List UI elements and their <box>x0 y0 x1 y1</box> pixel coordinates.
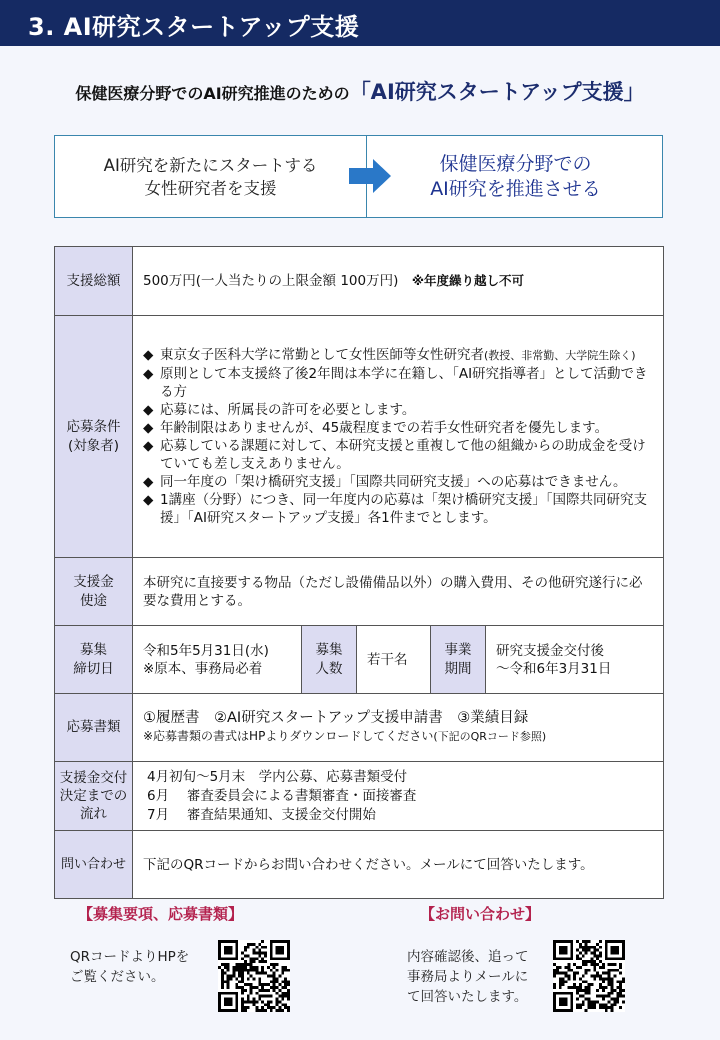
flow-source <box>55 136 367 217</box>
value-selection-flow: 4月初旬～5月末 学内公募、応募書類受付 6月 審査委員会による書類審査・面接審査 7月 審査結果通知、支援金交付開始 <box>133 762 664 831</box>
row-deadline <box>55 626 664 694</box>
section-title: 3. AI研究スタートアップ支援 <box>28 13 360 41</box>
label-total: 支援総額 <box>55 247 133 316</box>
lead-heading <box>0 76 720 106</box>
label-recruit-count: 募集 人数 <box>302 626 357 694</box>
row-selection-flow <box>55 762 664 831</box>
list-item: ◆ 年齢制限はありませんが、45歳程度までの若手女性研究者を優先します。 <box>143 420 609 436</box>
info-table <box>54 246 664 899</box>
bullet-diamond-icon: ◆ <box>143 366 154 382</box>
row-total <box>55 247 664 316</box>
label-selection-flow: 支援金交付 決定までの 流れ <box>55 762 133 831</box>
list-item: ◆ 同一年度の「架け橋研究支援」「国際共同研究支援」への応募はできません。 <box>143 474 627 490</box>
bullet-diamond-icon: ◆ <box>143 492 154 508</box>
qr-code-contact-icon[interactable] <box>553 940 625 1012</box>
value-usage: 本研究に直接要する物品（ただし設備備品以外）の購入費用、その他研究遂行に必要な費用とする。 <box>133 558 664 626</box>
qr-heading-guidelines: 【募集要項、応募書類】 <box>78 905 244 923</box>
value-recruit-count: 若干名 <box>357 626 431 694</box>
value-project-period: 研究支援金交付後 ～令和6年3月31日 <box>486 626 664 694</box>
qr-heading-contact: 【お問い合わせ】 <box>420 905 541 923</box>
conditions-list <box>133 316 664 558</box>
bullet-diamond-icon: ◆ <box>143 474 154 490</box>
flow-target <box>368 136 663 217</box>
label-deadline: 募集 締切日 <box>55 626 133 694</box>
row-documents <box>55 694 664 762</box>
flow-target-line1: 保健医療分野での <box>439 152 592 175</box>
label-conditions: 応募条件 (対象者) <box>55 316 133 558</box>
list-item: ◆ 応募している課題に対して、本研究支援と重複して他の組織からの助成金を受けていても差し支えありません。 <box>143 438 646 472</box>
qr-code-guidelines-icon[interactable] <box>218 940 290 1012</box>
value-deadline: 令和5年5月31日(水) ※原本、事務局必着 <box>133 626 302 694</box>
row-contact <box>55 831 664 899</box>
label-contact: 問い合わせ <box>55 831 133 899</box>
bullet-diamond-icon: ◆ <box>143 438 154 454</box>
lead-prefix: 保健医療分野でのAI研究推進のための <box>75 84 350 103</box>
list-item: ◆ 1講座（分野）につき、同一年度内の応募は「架け橋研究支援」「国際共同研究支援」「AI研究スタートアップ支援」各1件までとします。 <box>143 492 648 526</box>
qr-caption-guidelines: QRコードよりHPを ご覧ください。 <box>70 949 190 985</box>
section-header <box>0 0 720 46</box>
label-documents: 応募書類 <box>55 694 133 762</box>
qr-caption-contact: 内容確認後、追って 事務局よりメールに て回答いたします。 <box>407 949 529 1005</box>
value-total <box>133 247 664 316</box>
value-contact: 下記のQRコードからお問い合わせください。メールにて回答いたします。 <box>133 831 664 899</box>
bullet-diamond-icon: ◆ <box>143 420 154 436</box>
row-conditions <box>55 316 664 558</box>
value-documents: ①履歴書 ②AI研究スタートアップ支援申請書 ③業績目録 ※応募書類の書式はHPよりダウンロードしてください(下記のQRコード参照) <box>133 694 664 762</box>
concept-flow-box <box>54 135 663 218</box>
bullet-diamond-icon: ◆ <box>143 347 154 363</box>
list-item: ◆ 東京女子医科大学に常勤として女性医師等女性研究者(教授、非常勤、大学院生除く) <box>143 347 636 363</box>
flow-source-line1: AI研究を新たにスタートする <box>103 155 318 175</box>
arrow-right-icon <box>347 158 393 194</box>
list-item: ◆ 応募には、所属長の許可を必要とします。 <box>143 402 416 418</box>
row-usage <box>55 558 664 626</box>
lead-main-title: 「AI研究スタートアップ支援」 <box>349 80 645 104</box>
total-note: ※年度繰り越し不可 <box>411 273 525 288</box>
list-item: ◆ 原則として本支援終了後2年間は本学に在籍し、「AI研究指導者」として活動できる方 <box>143 366 648 400</box>
flow-source-line2: 女性研究者を支援 <box>144 178 277 198</box>
bullet-diamond-icon: ◆ <box>143 402 154 418</box>
flow-target-line2: AI研究を推進させる <box>430 177 601 200</box>
total-amount: 500万円(一人当たりの上限金額 100万円) <box>143 273 412 289</box>
label-usage: 支援金 使途 <box>55 558 133 626</box>
label-project-period: 事業 期間 <box>431 626 486 694</box>
